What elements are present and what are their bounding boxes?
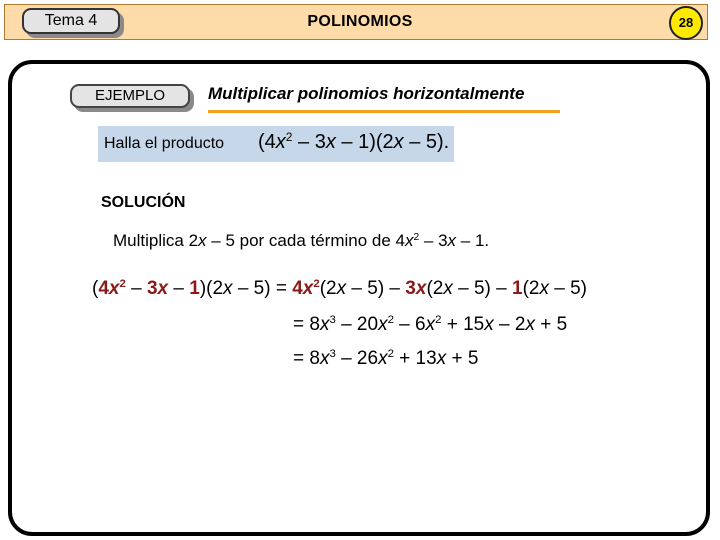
ejemplo-tag: EJEMPLO — [70, 84, 190, 108]
page-number-badge: 28 — [669, 6, 703, 40]
solution-label: SOLUCIÓN — [101, 194, 186, 211]
equation-line-1: $(4x^2 - 3x - 1)(2x - 5) = 4x^2(2x - 5) - 3x(2x - 5) - 1(2x - 5)$ — [92, 278, 588, 299]
section-heading: Multiplicar polinomios horizontalmente — [208, 84, 525, 103]
heading-underline — [208, 110, 560, 113]
equation-line-2: = $8x^3 - 20x^2 - 6x^2 + 15x - 2x + 5$ — [293, 314, 568, 335]
page-title: POLINOMIOS — [307, 13, 413, 30]
problem-expression: $(4x^2 - 3x - 1)(2x - 5)$. — [258, 129, 450, 153]
solution-instruction: Multiplica 2x – 5 por cada término de $4x^2 - 3x - 1$. — [113, 231, 490, 250]
equation-line-3: = $8x^3 - 26x^2 + 13x + 5$ — [293, 348, 479, 369]
tema-tab[interactable]: Tema 4 — [22, 8, 120, 34]
problem-label: Halla el producto — [104, 135, 225, 152]
problem-box — [98, 126, 454, 162]
